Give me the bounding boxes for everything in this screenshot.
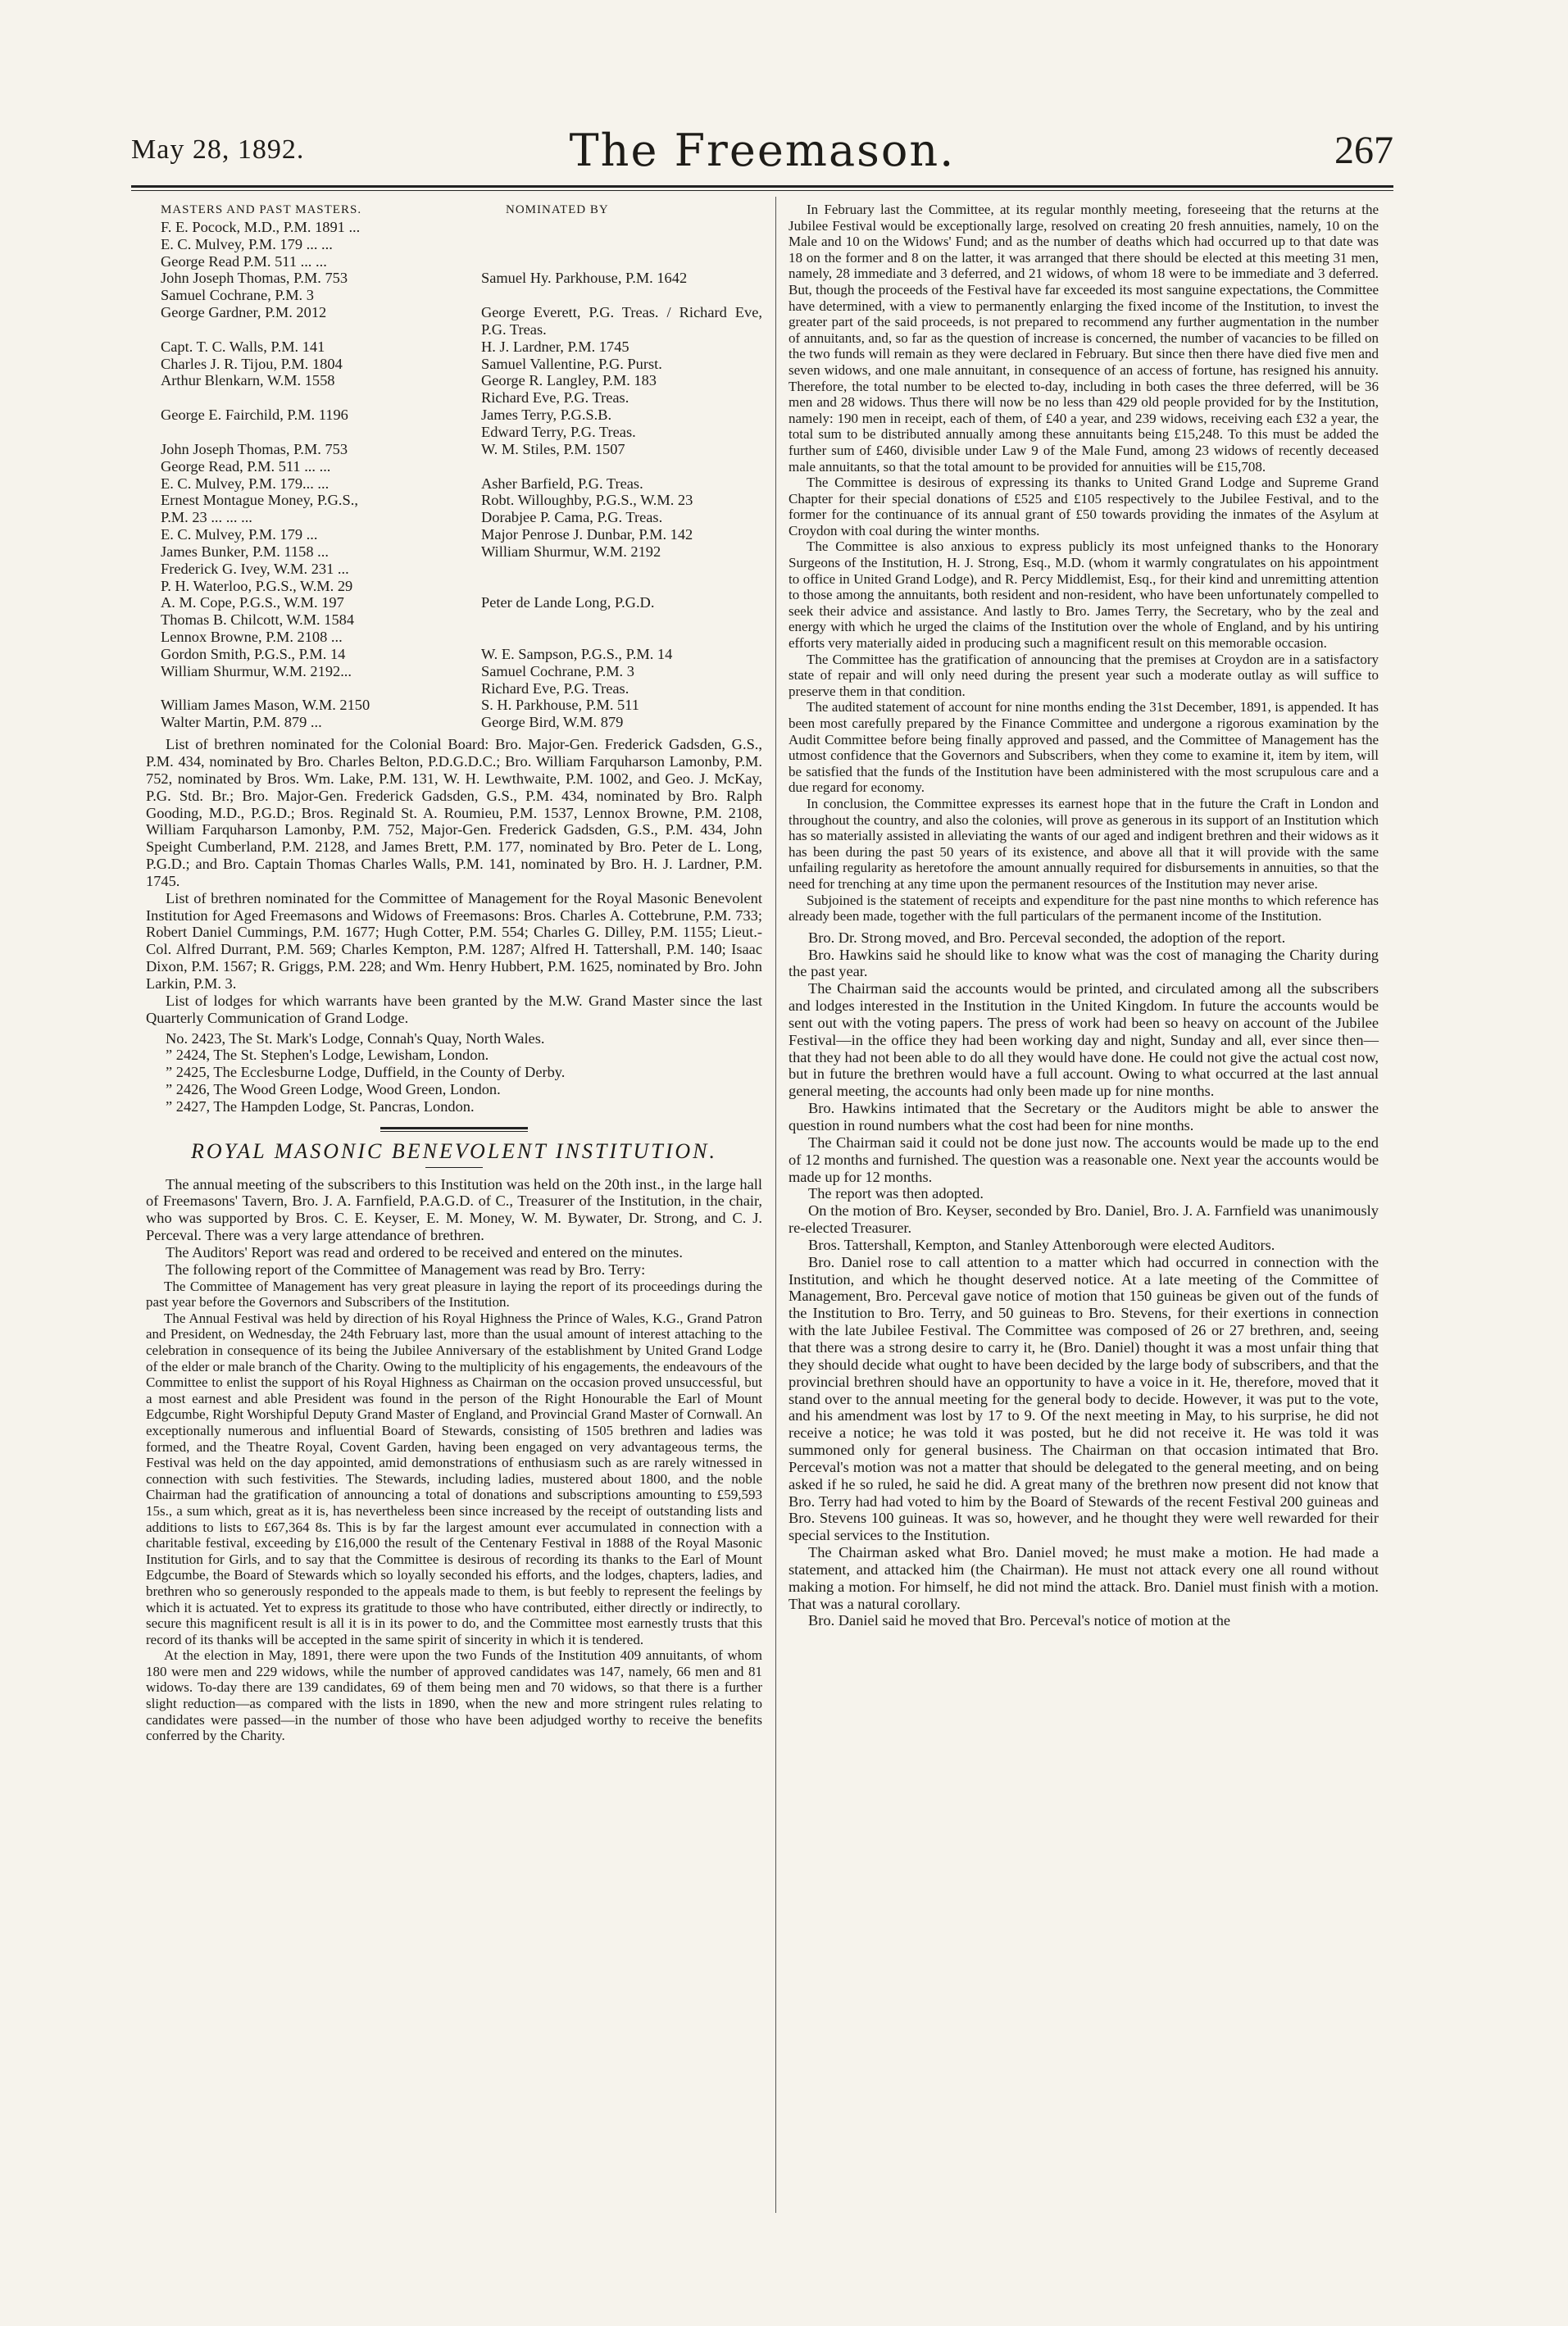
nominator-name: Dorabjee P. Cama, P.G. Treas. xyxy=(480,509,663,526)
report-paragraph: At the election in May, 1891, there were upon the two Funds of the Institution 409 annuitants, of whom 180 were men and 229 widows, while the number of approved candidates was 147, namely, 66 men and 81 widows. To-day there are 139 candidates, 69 of them being men and 70 widows, so that there is a further slight reduction—as compared with the lists in 1890, when the new and more stringent rules relating to candidates were passed—in the number of those who have been adjudged worthy to receive the benefits conferred by the Charity. xyxy=(146,1647,762,1744)
page-number: 267 xyxy=(1334,129,1393,172)
master-name: F. E. Pocock, M.D., P.M. 1891 ... xyxy=(161,218,361,235)
nomination-row xyxy=(146,663,762,680)
nominator-name: Samuel Hy. Parkhouse, P.M. 1642 xyxy=(480,270,688,287)
discussion-paragraph: The report was then adopted. xyxy=(808,1185,984,1202)
article-rule-thin xyxy=(380,1131,528,1132)
nomination-row xyxy=(146,680,762,697)
committee-report xyxy=(146,1279,762,1744)
lodge-item: ” 2424, The St. Stephen's Lodge, Lewisham, London. xyxy=(166,1047,489,1064)
nominator-name xyxy=(448,611,762,629)
column-divider xyxy=(775,197,776,2213)
nominator-name: H. J. Lardner, P.M. 1745 xyxy=(480,338,629,355)
nomination-row xyxy=(146,714,762,731)
nomination-row xyxy=(146,424,762,441)
nomination-row xyxy=(146,578,762,595)
nomination-row xyxy=(146,270,762,287)
discussion-paragraph: Bros. Tattershall, Kempton, and Stanley Attenborough were elected Auditors. xyxy=(808,1236,1275,1253)
nominator-name: Asher Barfield, P.G. Treas. xyxy=(480,475,643,492)
master-name xyxy=(146,389,448,407)
nomination-row xyxy=(146,338,762,356)
nominator-name: James Terry, P.G.S.B. xyxy=(480,407,612,424)
lodge-warrants-paragraph: List of lodges for which warrants have been granted by the M.W. Grand Master since the last Quarterly Communication of Grand Lodge. xyxy=(146,992,762,1026)
discussion-paragraph: On the motion of Bro. Keyser, seconded by Bro. Daniel, Bro. J. A. Farnfield was unanimously re-elected Treasurer. xyxy=(789,1202,1379,1237)
header-rule xyxy=(131,185,1393,188)
issue-date: May 28, 1892. xyxy=(131,134,305,165)
discussion-paragraph: The Chairman said the accounts would be printed, and circulated among all the subscribers and lodges interested in the Institution in the United Kingdom. In future the accounts would be sent out with the voting papers. The press of work had been so heavy on account of the Jubilee Festival—in the office they had been working day and night, Sunday and all, ever since then—that they had not been able to do all they would have done. He could not give the actual cost now, but in future the brethren would have a full account. Owing to what occurred at the last annual general meeting, the accounts had only been made up for nine months. xyxy=(789,980,1379,1100)
nominator-name: Peter de Lande Long, P.G.D. xyxy=(480,594,655,611)
report-paragraph: The audited statement of account for nine months ending the 31st December, 1891, is appended. It has been most carefully prepared by the Finance Committee and undergone a rigorous examination by the Audit Committee before being finally approved and passed, and the Committee of Management has the utmost confidence that the Governors and Subscribers, when they come to examine it, item by item, will be satisfied that the funds of the Institution have been administered with the most scrupulous care and a due regard for economy. xyxy=(789,699,1379,796)
nomination-row xyxy=(146,629,762,646)
master-name: George Read P.M. 511 ... ... xyxy=(161,252,327,270)
colonial-board-paragraph: List of brethren nominated for the Colonial Board: Bro. Major-Gen. Frederick Gadsden, G.S., P.M. 434, nominated by Bro. Charles Belton, P.D.G.D.C.; Bro. William Farquharson Lamonby, P.M. 752, nominated by Bros. Wm. Lake, P.M. 131, W. H. Lewthwaite, P.M. 1002, and Geo. J. McKay, P.G. Std. Br.; Bro. Major-Gen. Frederick Gadsden, G.S., P.M. 434, nominated by Bro. Ralph Gooding, M.D., P.G.D.; Bros. Reginald St. A. Roumieu, P.M. 1537, Lennox Browne, P.M. 2108, William Farquharson Lamonby, P.M. 752, Major-Gen. Frederick Gadsden, G.S., P.M. 434, John Speight Cumberland, P.M. 2128, and James Brett, P.M. 177, nominated by Bro. Peter de L. Long, P.G.D.; and Bro. Captain Thomas Charles Walls, P.M. 141, nominated by Bro. H. J. Lardner, P.M. 1745. xyxy=(146,736,762,889)
nominator-name: Richard Eve, P.G. Treas. xyxy=(480,389,629,407)
report-paragraph: The Committee is also anxious to express publicly its most unfeigned thanks to the Honorary Surgeons of the Institution, H. J. Strong, Esq., M.D. (whom it warmly congratulates on his appointment to office in United Grand Lodge), and R. Percy Middlemist, Esq., for their kind and unremitting attention to those among the annuitants, both resident and non-resident, who have been unfortunately compelled to seek their advice and assistance. And lastly to Bro. James Terry, the Secretary, who by the zeal and energy with which he urged the claims of the Institution over the whole of England, and by his untiring efforts very materially aided in producing such a magnificent result on this memorable occasion. xyxy=(789,538,1379,652)
master-name: P.M. 23 ... ... ... xyxy=(161,509,252,526)
nominator-name xyxy=(448,458,762,475)
nomination-row xyxy=(146,458,762,475)
report-paragraph: The Committee is desirous of expressing its thanks to United Grand Lodge and Supreme Grand Chapter for their special donations of £525 and £105 respectively to the Jubilee Festival, and to the former for the continuance of its annual grant of £50 towards providing the inmates of the Asylum at Croydon with coal during the winter months. xyxy=(789,475,1379,538)
masthead-title: The Freemason. xyxy=(569,125,956,176)
master-name: Arthur Blenkarn, W.M. 1558 xyxy=(161,372,335,389)
master-name: E. C. Mulvey, P.M. 179... ... xyxy=(161,475,330,492)
discussion-paragraph: The Chairman said it could not be done just now. The accounts would be made up to the end of 12 months and furnished. The question was a reasonable one. Next year the accounts would be made up for 12 months. xyxy=(789,1133,1379,1185)
nominator-name: Samuel Vallentine, P.G. Purst. xyxy=(480,355,662,372)
meeting-intro-paragraph: The annual meeting of the subscribers to this Institution was held on the 20th inst., in the large hall of Freemasons' Tavern, Bro. J. A. Farnfield, P.A.G.D. of C., Treasurer of the Institution, in the chair, who was supported by Bros. C. E. Keyser, E. M. Money, W. M. Bywater, Dr. Strong, and C. J. Perceval. There was a very large attendance of brethren. xyxy=(146,1175,762,1244)
master-name: William Shurmur, W.M. 2192... xyxy=(161,662,352,679)
master-name: Charles J. R. Tijou, P.M. 1804 xyxy=(161,355,343,372)
nominator-name: Major Penrose J. Dunbar, P.M. 142 xyxy=(480,526,693,543)
master-name: Ernest Montague Money, P.G.S., xyxy=(161,492,358,509)
master-name: George Gardner, P.M. 2012 xyxy=(161,304,327,321)
nominator-name xyxy=(448,561,762,578)
lodge-item: No. 2423, The St. Mark's Lodge, Connah's Quay, North Wales. xyxy=(166,1029,545,1047)
article-title: ROYAL MASONIC BENEVOLENT INSTITUTION. xyxy=(191,1138,717,1163)
nomination-row xyxy=(146,543,762,561)
master-name: Frederick G. Ivey, W.M. 231 ... xyxy=(161,560,349,577)
nomination-row xyxy=(146,356,762,373)
lodge-item: ” 2426, The Wood Green Lodge, Wood Green, London. xyxy=(166,1081,501,1098)
nomination-row xyxy=(146,372,762,389)
nomination-row xyxy=(146,441,762,458)
col-head-nominated: NOMINATED BY xyxy=(505,203,609,216)
nomination-row xyxy=(146,561,762,578)
lodge-list xyxy=(146,1030,762,1115)
master-name: Gordon Smith, P.G.S., P.M. 14 xyxy=(161,645,346,662)
nominator-name: George Everett, P.G. Treas. / Richard Eve, P.G. Treas. xyxy=(480,304,762,338)
master-name: P. H. Waterloo, P.G.S., W.M. 29 xyxy=(161,577,353,594)
nominator-name: Edward Terry, P.G. Treas. xyxy=(480,423,636,440)
right-column xyxy=(789,202,1379,2251)
nomination-row xyxy=(146,219,762,236)
master-name: A. M. Cope, P.G.S., W.M. 197 xyxy=(161,594,344,611)
nominator-name: Robt. Willoughby, P.G.S., W.M. 23 xyxy=(480,492,693,509)
left-column xyxy=(146,202,762,2201)
report-paragraph: In conclusion, the Committee expresses its earnest hope that in the future the Craft in London and throughout the country, and also the colonies, will prove as generous in its support of an Institution which has so materially assisted in alleviating the wants of our aged and indigent brethren and their widows as it has been during the past 50 years of its existence, and above all that it will provide with the same unfailing regularity as heretofore the amount annually required for disbursements in annuities, so that the need for trenching at any time upon the permanent resources of the Institution may never arise. xyxy=(789,795,1379,892)
master-name: Walter Martin, P.M. 879 ... xyxy=(161,714,322,731)
nominator-name xyxy=(448,287,762,304)
lodge-item: ” 2425, The Ecclesburne Lodge, Duffield, in the County of Derby. xyxy=(166,1064,566,1081)
master-name: Samuel Cochrane, P.M. 3 xyxy=(161,287,314,304)
master-name: E. C. Mulvey, P.M. 179 ... ... xyxy=(161,235,333,252)
nomination-row xyxy=(146,509,762,526)
nominator-name xyxy=(448,236,762,253)
master-name xyxy=(146,680,448,697)
committee-management-paragraph: List of brethren nominated for the Committee of Management for the Royal Masonic Benevolent Institution for Aged Freemasons and Widows of Freemasons: Bros. Charles A. Cottebrune, P.M. 733; Robert Daniel Cummings, P.M. 1677; Hugh Cotter, P.M. 554; Charles G. Dilley, P.M. 1155; Lieut.-Col. Alfred Durrant, P.M. 569; Charles Kempton, P.M. 1287; Alfred H. Tattershall, P.M. 140; Isaac Dixon, P.M. 1567; R. Griggs, P.M. 228; and Wm. Henry Hubbert, P.M. 1625, nominated by Bro. John Larkin, P.M. 3. xyxy=(146,889,762,992)
master-name: Lennox Browne, P.M. 2108 ... xyxy=(161,629,343,646)
master-name: John Joseph Thomas, P.M. 753 xyxy=(161,270,348,287)
discussion-paragraph: Bro. Hawkins intimated that the Secretary or the Auditors might be able to answer the question in round numbers what the cost had been for nine months. xyxy=(789,1100,1379,1133)
nomination-row xyxy=(146,389,762,407)
discussion-paragraph: Bro. Daniel rose to call attention to a matter which had occurred in connection with the Institution, and which he thought deserved notice. At a late meeting of the Committee of Management, Bro. Perceval gave notice of motion that 150 guineas be given out of the funds of the Institution to Bro. Terry, and 50 guineas to Bro. Stevens, for their exertions in connection with the late Jubilee Festival. The Committee was composed of 26 or 27 brethren, and, seeing that there was a strong desire to carry it, he (Bro. Daniel) thought it was a most unfair thing that they should decide what ought to have been decided by the large body of subscribers, and that the provincial brethren should have an opportunity to have a voice in it. He, therefore, moved that it stand over to the annual meeting for the general body to decide. However, it was put to the vote, and his amendment was lost by 17 to 9. Of the next meeting in May, to his surprise, he did not receive a notice; he was told it was posted, but he did not receive it. He was told it was summoned only for general business. The Chairman on that occasion intimated that Bro. Perceval's motion was not a matter that should be delegated to the general meeting, and on being asked if he so ruled, he said he did. A great many of the brethren now present did not know that Bro. Terry had had voted to him by the Board of Stewards of the recent Festival 200 guineas and Bro. Stevens 100 guineas. It was so, however, and he thought they were well rewarded for their special services to the Institution. xyxy=(789,1253,1379,1544)
nomination-row xyxy=(146,594,762,611)
master-name: Capt. T. C. Walls, P.M. 141 xyxy=(161,338,325,355)
master-name: Thomas B. Chilcott, W.M. 1584 xyxy=(161,611,355,629)
report-paragraph: Subjoined is the statement of receipts and expenditure for the past nine months to which reference has already been made, together with the full particulars of the permanent income of the Institution. xyxy=(789,892,1379,924)
lodge-item: ” 2427, The Hampden Lodge, St. Pancras, London. xyxy=(166,1097,475,1115)
nominator-name: W. E. Sampson, P.G.S., P.M. 14 xyxy=(480,645,673,662)
nominator-name xyxy=(448,253,762,270)
report-intro-paragraph: The following report of the Committee of Management was read by Bro. Terry: xyxy=(166,1261,646,1278)
nominator-name xyxy=(448,629,762,646)
auditors-paragraph: The Auditors' Report was read and ordered to be received and entered on the minutes. xyxy=(166,1243,683,1261)
nominator-name: W. M. Stiles, P.M. 1507 xyxy=(480,440,625,457)
committee-report-continued xyxy=(789,202,1379,924)
nomination-row xyxy=(146,304,762,338)
report-paragraph: In February last the Committee, at its regular monthly meeting, foreseeing that the returns at the Jubilee Festival would be exceptionally large, resolved on creating 20 fresh annuities, namely, 10 on the Male and 10 on the Widows' Fund; and as the number of deaths which had occurred up to that date was 18 on the former and 8 on the latter, it was arranged that there should be elected at this meeting 31 men, namely, 28 immediate and 3 deferred, and 21 widows, of whom 18 were to be immediate and 3 deferred. But, though the proceeds of the Festival have far exceeded its most sanguine expectations, the Committee have determined, with a view to permanently enlarging the fixed income of the Institution, to invest the greater part of the said proceeds, is not prepared to recommend any further augmentation in the number of annuitants, and, so far as the question of increase is concerned, the number of vacancies to be filled on the two funds will remain as they were declared in February. But since then there have died five men and seven widows, and one male annuitant, in consequence of an access of fortune, has resigned his annuity. Therefore, the total number to be elected to-day, including in both cases the three deferred, will be 36 men and 28 widows. Thus there will now be no less than 429 old people provided for by the Institution, namely: 190 men in receipt, each of them, of £40 a year, and 239 widows, receiving each £32 a year, the total sum to be distributed annually among these annuitants being £15,248. To this must be added the further sum of £460, divisible under Law 9 of the Male Fund, among 23 widows of recently deceased male annuitants, so that the total amount to be provided for annuities will be £15,708. xyxy=(789,202,1379,475)
nomination-row xyxy=(146,611,762,629)
nomination-row xyxy=(146,646,762,663)
nominator-name: William Shurmur, W.M. 2192 xyxy=(480,543,661,560)
nominator-name: Samuel Cochrane, P.M. 3 xyxy=(480,662,634,679)
nominator-name: George Bird, W.M. 879 xyxy=(480,714,624,731)
nominator-name xyxy=(448,578,762,595)
nomination-row xyxy=(146,492,762,509)
nominator-name: Richard Eve, P.G. Treas. xyxy=(480,679,629,697)
nominator-name: S. H. Parkhouse, P.M. 511 xyxy=(480,697,639,714)
master-name: E. C. Mulvey, P.M. 179 ... xyxy=(161,526,318,543)
nomination-row xyxy=(146,407,762,424)
report-paragraph: The Committee has the gratification of announcing that the premises at Croydon are in a satisfactory state of repair and will only need during the present year such a moderate outlay as will suffice to preserve them in that condition. xyxy=(789,651,1379,699)
nomination-row xyxy=(146,287,762,304)
discussion-paragraph: Bro. Hawkins said he should like to know what was the cost of managing the Charity during the past year. xyxy=(789,946,1379,980)
master-name: George Read, P.M. 511 ... ... xyxy=(161,457,331,475)
nominator-name: George R. Langley, P.M. 183 xyxy=(480,372,657,389)
nomination-row xyxy=(146,526,762,543)
page-header xyxy=(131,125,1393,184)
master-name: William James Mason, W.M. 2150 xyxy=(161,697,370,714)
nominator-name xyxy=(448,219,762,236)
col-head-masters: MASTERS AND PAST MASTERS. xyxy=(161,203,362,216)
title-underline xyxy=(425,1167,483,1168)
article-rule xyxy=(380,1127,528,1129)
report-paragraph: The Annual Festival was held by direction of his Royal Highness the Prince of Wales, K.G., Grand Patron and President, on Wednesday, the 24th February last, more than the usual amount of interest attaching to the celebration in consequence of its being the Jubilee Anniversary of the establishment by United Grand Lodge of the elder or male branch of the Charity. Owing to the multiplicity of his engagements, the endeavours of the Committee to enlist the support of his Royal Highness as Chairman on the occasion proved unsuccessful, but a most earnest and able President was found in the person of the Right Honourable the Earl of Mount Edgcumbe, Right Worshipful Deputy Grand Master of England, and Provincial Grand Master of Cornwall. An exceptionally numerous and influential Board of Stewards, consisting of 1505 brethren and ladies was formed, and the Theatre Royal, Covent Garden, having been engaged on very advantageous terms, the Festival was held on the day appointed, amid demonstrations of enthusiasm such as are rarely witnessed in connection with such festivities. The Stewards, including ladies, mustered about 1800, and the noble Chairman had the gratification of announcing a total of donations and subscriptions amounting to £59,593 15s., a sum which, great as it is, has nevertheless been since increased by the receipt of outstanding lists and additions to lists to £67,364 8s. This is by far the largest amount ever accumulated in connection with a charitable festival, exceeding by £16,000 the result of the Centenary Festival in 1888 of the Royal Masonic Institution for Girls, and to say that the Committee is desirous of recording its thanks to the Earl of Mount Edgcumbe, the Board of Stewards which so loyally seconded his efforts, and the lodges, chapters, ladies, and brethren who so generously responded to the appeals made to them, is but feebly to represent the feelings by which it is actuated. Yet to express its gratitude to those who have contributed, either directly or indirectly, to secure this magnificent result is all it is in its power to do, and the Committee most earnestly trusts that this record of its thanks will be accepted in the same spirit of sincerity in which it is tendered. xyxy=(146,1310,762,1647)
discussion-paragraph: Bro. Daniel said he moved that Bro. Perceval's notice of motion at the xyxy=(808,1612,1231,1629)
report-paragraph: The Committee of Management has very great pleasure in laying the report of its proceedings during the past year before the Governors and Subscribers of the Institution. xyxy=(146,1278,762,1311)
nominations-header-row xyxy=(146,202,762,219)
nomination-row xyxy=(146,253,762,270)
master-name: John Joseph Thomas, P.M. 753 xyxy=(161,440,348,457)
nomination-row xyxy=(146,236,762,253)
master-name: James Bunker, P.M. 1158 ... xyxy=(161,543,329,560)
master-name xyxy=(146,424,448,441)
header-rule-thin xyxy=(131,190,1393,191)
discussion-paragraph: Bro. Dr. Strong moved, and Bro. Perceval seconded, the adoption of the report. xyxy=(808,929,1286,946)
nomination-row xyxy=(146,475,762,493)
nominations-table xyxy=(146,202,762,731)
master-name: George E. Fairchild, P.M. 1196 xyxy=(161,407,348,424)
discussion-paragraph: The Chairman asked what Bro. Daniel moved; he must make a motion. He had made a statement, and attacked him (the Chairman). He must not attack every one all round without making a motion. For himself, he did not mind the attack. Bro. Daniel must finish with a motion. That was a natural corollary. xyxy=(789,1544,1379,1612)
nomination-row xyxy=(146,697,762,714)
